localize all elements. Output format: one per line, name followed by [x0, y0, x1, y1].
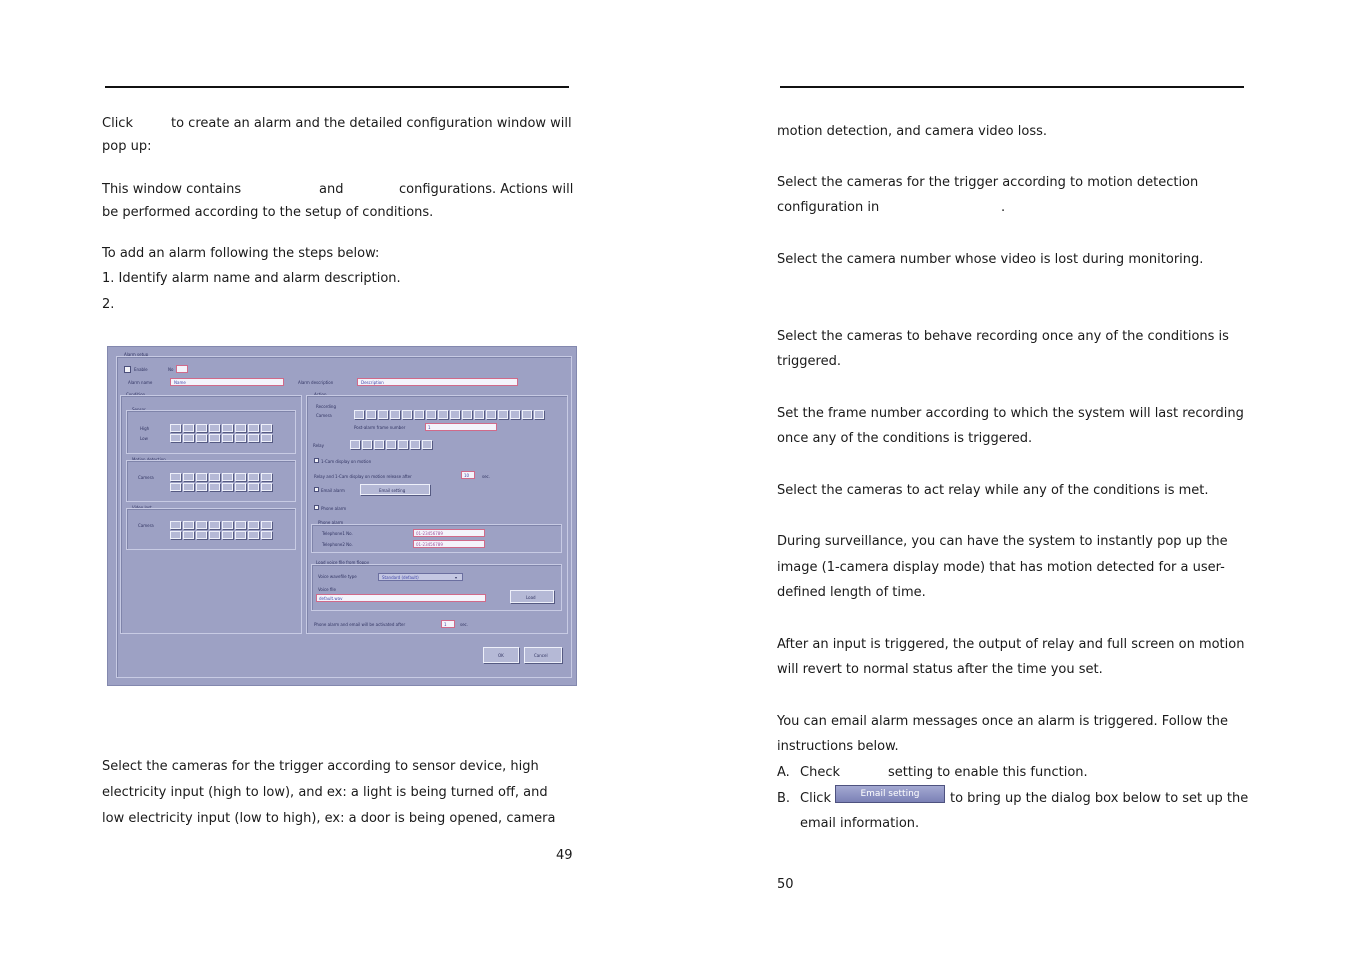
voice-type-label: Voice wavefile type: [318, 574, 357, 579]
tel2-value: 01-23456789: [416, 542, 443, 547]
motion-cam-7[interactable]: [248, 473, 259, 481]
rec-cam-8[interactable]: [438, 410, 448, 419]
step-2: 2.: [102, 297, 115, 312]
email-setting-button[interactable]: Email setting: [835, 785, 945, 803]
rec-cam-12[interactable]: [486, 410, 496, 419]
cancel-button-label: Cancel: [534, 653, 548, 658]
videolost-camera-row-2: [170, 531, 272, 539]
relay-3[interactable]: [374, 440, 384, 449]
sensor-low-1[interactable]: [170, 434, 181, 442]
vlost-cam-10[interactable]: [183, 531, 194, 539]
recording-label: Recording: [316, 404, 337, 409]
rec-cam-3[interactable]: [378, 410, 388, 419]
vlost-cam-12[interactable]: [209, 531, 220, 539]
revert-value: 10: [464, 473, 470, 478]
sensor-high-3[interactable]: [196, 424, 207, 432]
phone-email-value: 1: [444, 622, 447, 627]
right-p5-line2: once any of the conditions is triggered.: [777, 431, 1033, 446]
no-label: No: [168, 367, 174, 372]
sensor-high-6[interactable]: [235, 424, 246, 432]
sensor-high-8[interactable]: [261, 424, 272, 432]
vlost-cam-16[interactable]: [261, 531, 272, 539]
step-b-marker: B.: [777, 791, 791, 806]
load-voice-frame: [311, 564, 562, 611]
step-a-check: Check: [800, 765, 840, 780]
vlost-cam-3[interactable]: [196, 521, 207, 529]
intro-click: Click: [102, 116, 133, 131]
enable-label: Enable: [134, 367, 148, 372]
voice-file-input[interactable]: [316, 594, 486, 602]
alarm-desc-label: Alarm description: [298, 380, 334, 385]
sensor-low-6[interactable]: [235, 434, 246, 442]
sensor-line-3: low electricity input (low to high), ex: a door is being opened, camera: [102, 811, 556, 826]
right-p1: motion detection, and camera video loss.: [777, 124, 1048, 139]
sensor-line-2: electricity input (high to low), and ex: a light is being turned off, and: [102, 785, 548, 800]
phone-email-input[interactable]: [441, 620, 455, 628]
vlost-cam-7[interactable]: [248, 521, 259, 529]
phone-alarm-label: Phone alarm: [321, 506, 347, 511]
ok-button[interactable]: [483, 647, 519, 663]
vlost-cam-13[interactable]: [222, 531, 233, 539]
phone-alarm-group-label: Phone alarm: [318, 520, 344, 525]
vlost-cam-11[interactable]: [196, 531, 207, 539]
sensor-low-7[interactable]: [248, 434, 259, 442]
motion-cam-6[interactable]: [235, 473, 246, 481]
intro-rest: to create an alarm and the detailed configuration window will: [171, 116, 572, 131]
motion-cam-4[interactable]: [209, 473, 220, 481]
right-p8-line1: After an input is triggered, the output of relay and full screen on motion: [777, 637, 1245, 652]
cancel-button[interactable]: [524, 647, 562, 663]
relay-buttons: [350, 440, 432, 449]
high-label: High: [140, 426, 150, 431]
step-a-marker: A.: [777, 765, 790, 780]
action-label: Action: [314, 392, 327, 397]
motion-frame: [126, 460, 296, 502]
tel2-label: Telephone2 No.: [322, 542, 353, 547]
steps-title: To add an alarm following the steps below:: [102, 246, 380, 261]
alarm-desc-value: Description: [361, 380, 384, 385]
phone-email-label: Phone alarm and email will be activated after: [314, 622, 406, 627]
relay-1[interactable]: [350, 440, 360, 449]
alarm-desc-input[interactable]: [357, 378, 518, 386]
right-header-rule: [780, 86, 1244, 88]
rec-cam-14[interactable]: [510, 410, 520, 419]
motion-camera-row-2: [170, 483, 272, 491]
voice-type-select[interactable]: [378, 573, 463, 581]
step-a-rest: setting to enable this function.: [888, 765, 1088, 780]
motion-camera-label: Camera: [138, 475, 154, 480]
voice-type-value: Standard (default): [382, 575, 419, 580]
vlost-cam-6[interactable]: [235, 521, 246, 529]
motion-cam-15[interactable]: [248, 483, 259, 491]
sensor-low-3[interactable]: [196, 434, 207, 442]
right-p2-period: .: [1001, 200, 1006, 215]
motion-camera-row-1: [170, 473, 272, 481]
contains-c: configurations. Actions will: [399, 182, 574, 197]
sensor-low-8[interactable]: [261, 434, 272, 442]
sensor-low-2[interactable]: [183, 434, 194, 442]
fullscreen-checkbox[interactable]: [314, 458, 319, 463]
motion-cam-12[interactable]: [209, 483, 220, 491]
right-p4-line2: triggered.: [777, 354, 841, 369]
motion-cam-16[interactable]: [261, 483, 272, 491]
email-setting-small-button[interactable]: [360, 484, 430, 495]
motion-cam-8[interactable]: [261, 473, 272, 481]
email-alarm-checkbox[interactable]: [314, 487, 319, 492]
step-b-line2: email information.: [800, 816, 920, 831]
phone-alarm-checkbox[interactable]: [314, 505, 319, 510]
sensor-high-4[interactable]: [209, 424, 220, 432]
page-number-right: 50: [777, 877, 794, 892]
relay-label: Relay: [313, 443, 324, 448]
right-p8-line2: will revert to normal status after the time you set.: [777, 662, 1103, 677]
alarm-name-input[interactable]: [170, 378, 284, 386]
sensor-high-1[interactable]: [170, 424, 181, 432]
chevron-down-icon: ▾: [455, 575, 458, 580]
right-p7-line2: image (1-camera display mode) that has motion detected for a user-: [777, 560, 1225, 575]
rec-cam-9[interactable]: [450, 410, 460, 419]
sensor-high-7[interactable]: [248, 424, 259, 432]
voice-file-label: Voice file: [318, 587, 337, 592]
tel2-input[interactable]: [413, 540, 485, 548]
post-frame-value: 1: [428, 425, 431, 430]
videolost-frame: [126, 508, 296, 550]
recording-camera-label: Camera: [316, 413, 332, 418]
right-p7-line1: During surveillance, you can have the system to instantly pop up the: [777, 534, 1228, 549]
sensor-label: Sensor: [132, 407, 146, 412]
step-b-click: Click: [800, 791, 831, 806]
alarm-setup-screenshot: [107, 346, 577, 686]
load-button[interactable]: [510, 590, 554, 603]
vlost-cam-14[interactable]: [235, 531, 246, 539]
right-p4-line1: Select the cameras to behave recording once any of the conditions is: [777, 329, 1229, 344]
motion-label: Motion detection: [132, 457, 166, 462]
rec-cam-7[interactable]: [426, 410, 436, 419]
enable-checkbox[interactable]: [124, 366, 131, 373]
ok-button-label: OK: [498, 653, 504, 658]
contains-line2: be performed according to the setup of conditions.: [102, 205, 434, 220]
phone-email-sec-label: sec.: [460, 622, 469, 627]
tel1-value: 01-23456789: [416, 531, 443, 536]
sensor-low-5[interactable]: [222, 434, 233, 442]
page-number-left: 49: [556, 848, 573, 863]
left-header-rule: [105, 86, 569, 88]
rec-cam-15[interactable]: [522, 410, 532, 419]
contains-b: and: [319, 182, 344, 197]
right-p2-line1: Select the cameras for the trigger according to motion detection: [777, 175, 1199, 190]
sensor-high-5[interactable]: [222, 424, 233, 432]
alarm-name-value: Name: [174, 380, 186, 385]
videolost-label: Video lost: [132, 505, 152, 510]
sensor-line-1: Select the cameras for the trigger according to sensor device, high: [102, 759, 539, 774]
relay-6[interactable]: [410, 440, 420, 449]
rec-cam-16[interactable]: [534, 410, 544, 419]
step-b-rest: to bring up the dialog box below to set up the: [950, 791, 1249, 806]
relay-2[interactable]: [362, 440, 372, 449]
revert-label: Relay and 1-Cam display on motion release after: [314, 474, 412, 479]
no-input[interactable]: [176, 365, 188, 373]
motion-cam-1[interactable]: [170, 473, 181, 481]
rec-cam-6[interactable]: [414, 410, 424, 419]
sensor-high-2[interactable]: [183, 424, 194, 432]
right-p5-line1: Set the frame number according to which the system will last recording: [777, 406, 1244, 421]
group-alarm-label: Alarm setup: [124, 352, 149, 357]
contains-a: This window contains: [102, 182, 242, 197]
relay-7[interactable]: [422, 440, 432, 449]
sensor-high-checkboxes: [170, 424, 272, 432]
motion-cam-5[interactable]: [222, 473, 233, 481]
low-label: Low: [140, 436, 148, 441]
vlost-cam-15[interactable]: [248, 531, 259, 539]
right-p2-line2: configuration in: [777, 200, 880, 215]
motion-cam-3[interactable]: [196, 473, 207, 481]
motion-cam-13[interactable]: [222, 483, 233, 491]
rec-cam-4[interactable]: [390, 410, 400, 419]
sensor-low-4[interactable]: [209, 434, 220, 442]
sensor-frame: [126, 410, 296, 454]
post-frame-input[interactable]: [425, 423, 497, 431]
videolost-camera-label: Camera: [138, 523, 154, 528]
vlost-cam-5[interactable]: [222, 521, 233, 529]
right-p3: Select the camera number whose video is lost during monitoring.: [777, 252, 1204, 267]
vlost-cam-4[interactable]: [209, 521, 220, 529]
load-voice-label: Load voice file from floppy: [316, 560, 370, 565]
revert-input[interactable]: [461, 471, 475, 479]
alarm-name-label: Alarm name: [128, 380, 153, 385]
step-1: 1. Identify alarm name and alarm description.: [102, 271, 401, 286]
tel1-input[interactable]: [413, 529, 485, 537]
revert-sec-label: sec.: [482, 474, 491, 479]
videolost-camera-row-1: [170, 521, 272, 529]
recording-cameras: [354, 410, 544, 419]
relay-4[interactable]: [386, 440, 396, 449]
right-p9-line2: instructions below.: [777, 739, 899, 754]
right-p6: Select the cameras to act relay while any of the conditions is met.: [777, 483, 1209, 498]
sensor-low-checkboxes: [170, 434, 272, 442]
right-p9-line1: You can email alarm messages once an alarm is triggered. Follow the: [777, 714, 1228, 729]
email-alarm-label: Email alarm: [321, 488, 345, 493]
motion-cam-2[interactable]: [183, 473, 194, 481]
motion-cam-14[interactable]: [235, 483, 246, 491]
rec-cam-10[interactable]: [462, 410, 472, 419]
rec-cam-11[interactable]: [474, 410, 484, 419]
rec-cam-13[interactable]: [498, 410, 508, 419]
load-button-label: Load: [526, 595, 536, 600]
rec-cam-1[interactable]: [354, 410, 364, 419]
vlost-cam-1[interactable]: [170, 521, 181, 529]
vlost-cam-8[interactable]: [261, 521, 272, 529]
motion-cam-11[interactable]: [196, 483, 207, 491]
post-frame-label: Post-alarm frame number: [354, 425, 406, 430]
fullscreen-label: 1-Cam display on motion: [321, 459, 372, 464]
voice-file-value: default.wav: [319, 596, 343, 601]
tel1-label: Telephone1 No.: [322, 531, 353, 536]
email-setting-small-label: Email setting: [379, 488, 406, 493]
motion-cam-9[interactable]: [170, 483, 181, 491]
intro-line2: pop up:: [102, 139, 152, 154]
condition-label: Condition: [126, 392, 146, 397]
rec-cam-2[interactable]: [366, 410, 376, 419]
right-p7-line3: defined length of time.: [777, 585, 926, 600]
vlost-cam-9[interactable]: [170, 531, 181, 539]
rec-cam-5[interactable]: [402, 410, 412, 419]
relay-5[interactable]: [398, 440, 408, 449]
motion-cam-10[interactable]: [183, 483, 194, 491]
vlost-cam-2[interactable]: [183, 521, 194, 529]
